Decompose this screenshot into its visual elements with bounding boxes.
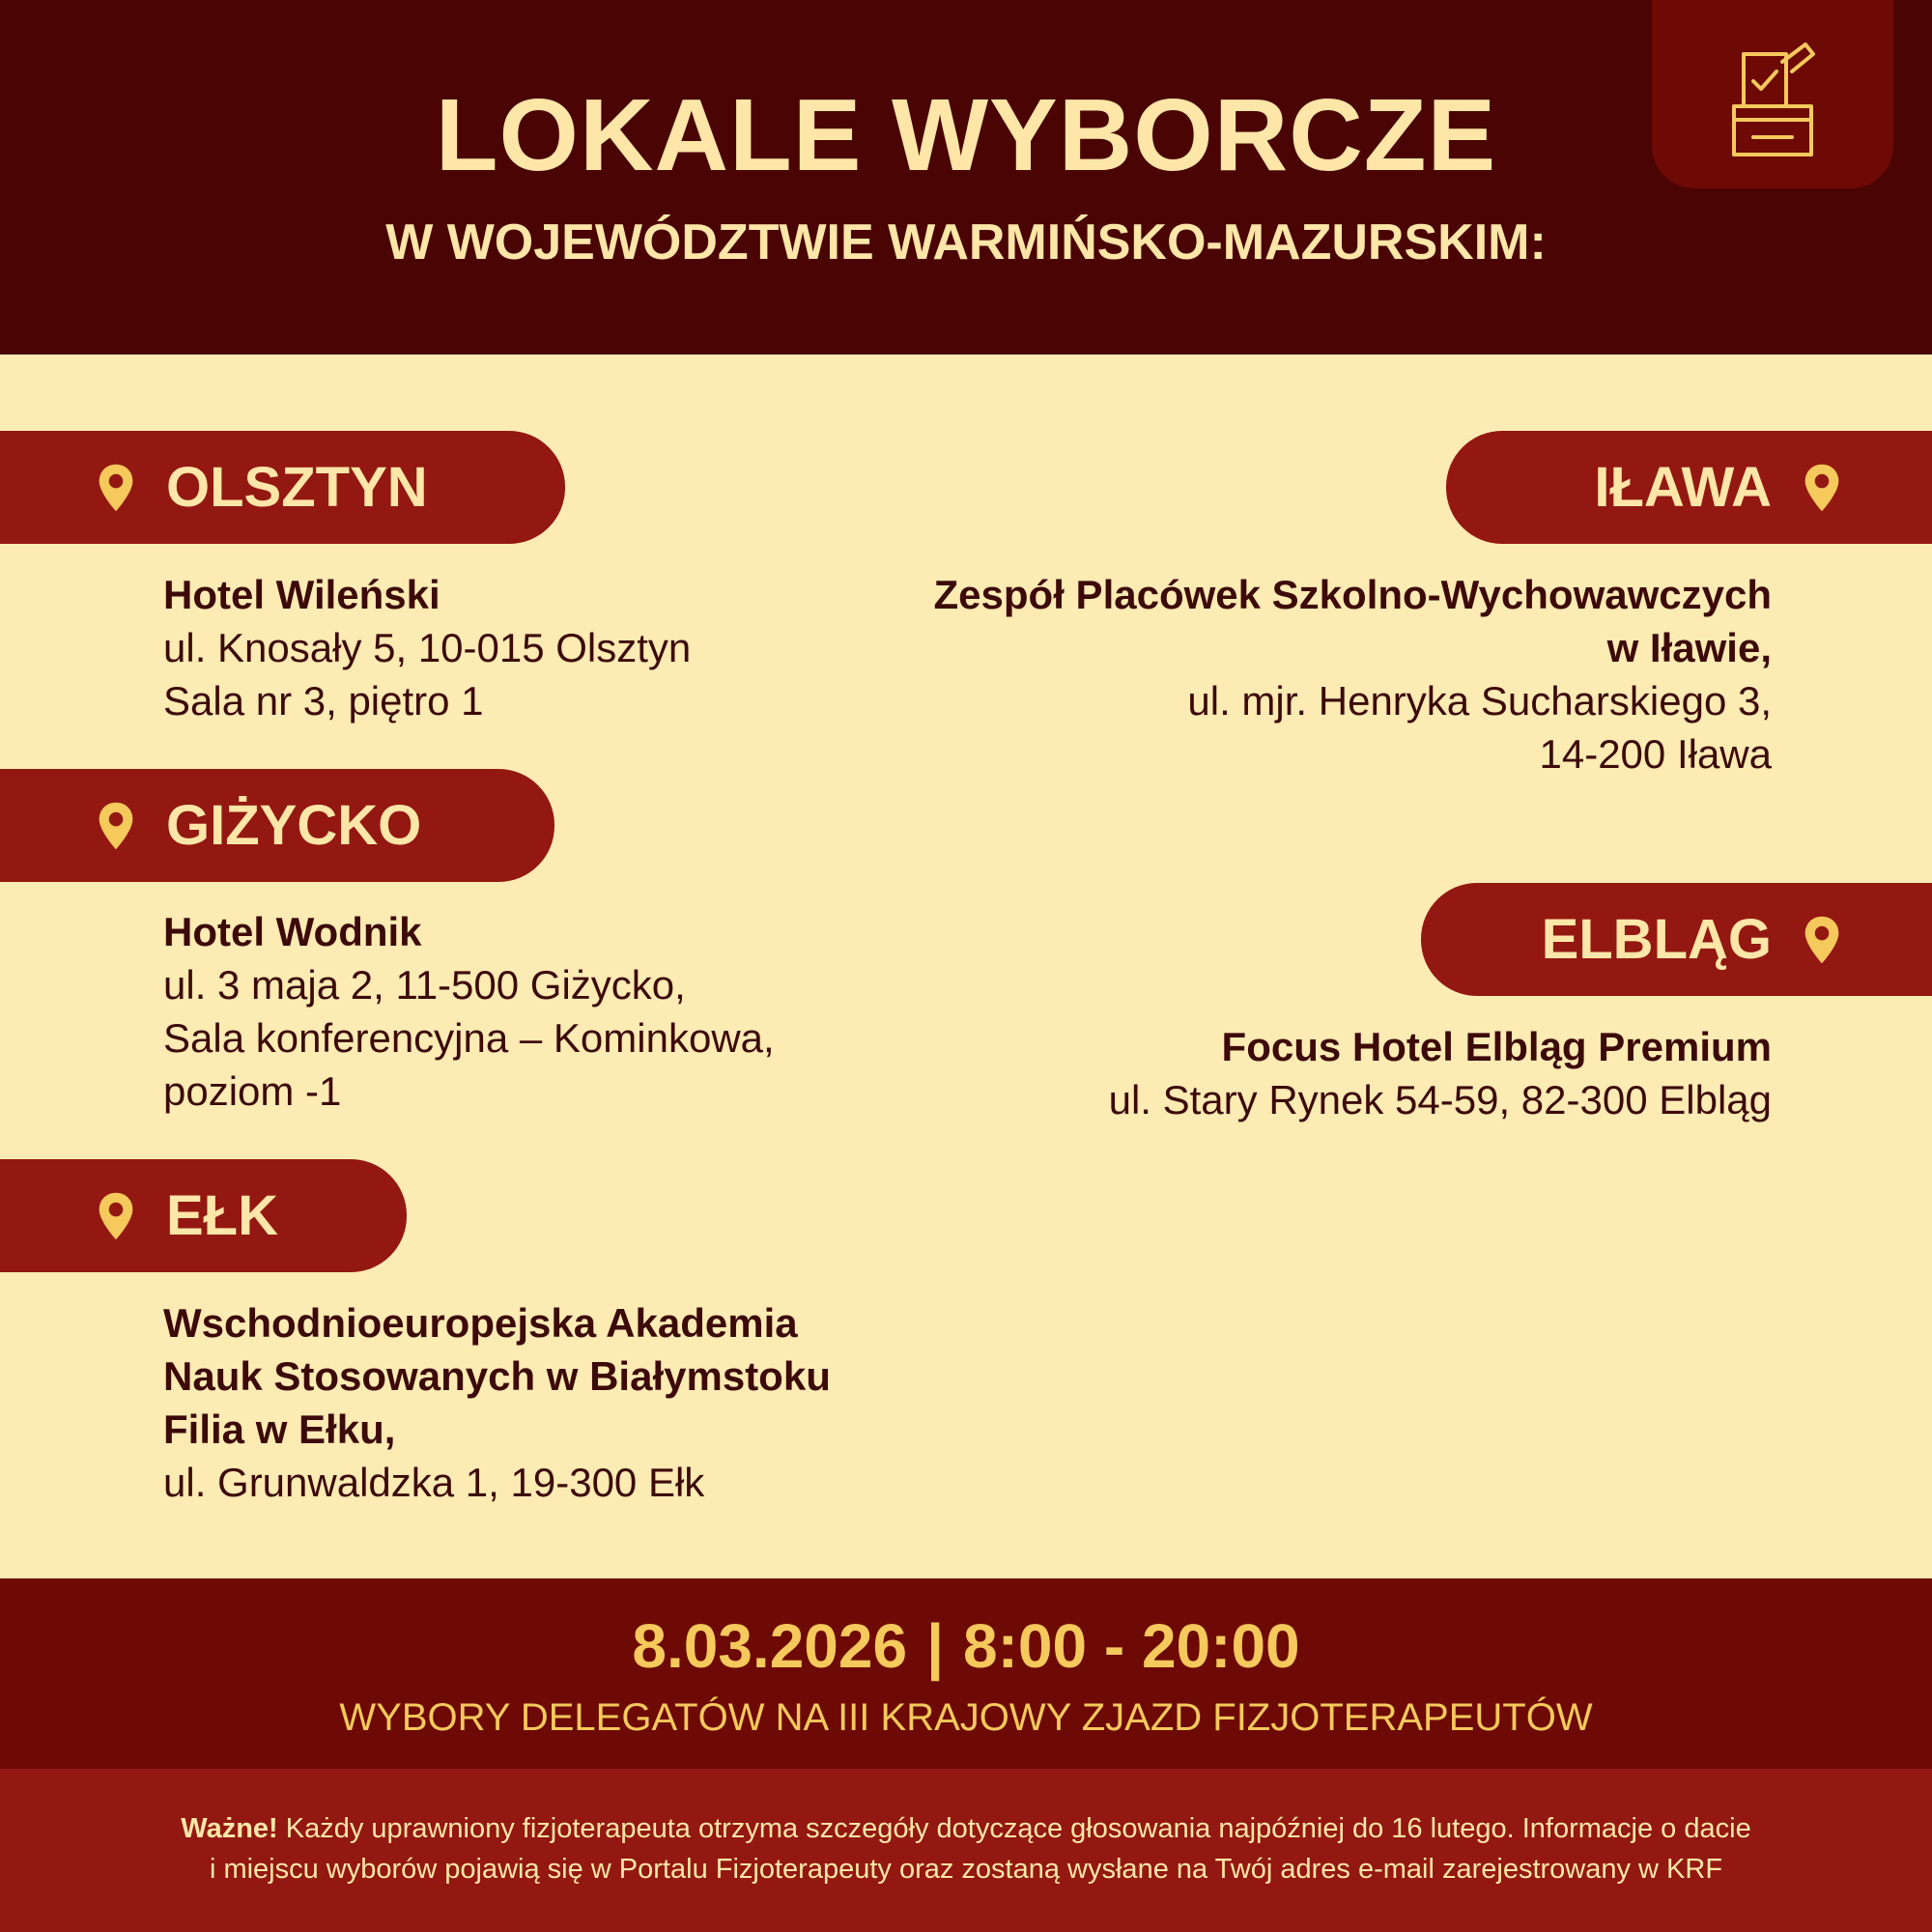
date-separator: |: [926, 1611, 944, 1681]
venue-name: Focus Hotel Elbląg Premium: [1221, 1024, 1772, 1069]
notice-text: [39, 1808, 1893, 1889]
venue-postcode: 14-200 Iława: [1539, 731, 1772, 777]
city-name: IŁAWA: [1594, 456, 1772, 519]
location-pin-icon: [95, 463, 137, 513]
city-tag-elblag: [1421, 883, 1932, 996]
city-name: GIŻYCKO: [166, 794, 422, 857]
venue-address: ul. 3 maja 2, 11-500 Giżycko,: [163, 962, 686, 1008]
location-pin-icon: [1801, 463, 1843, 513]
election-date-time: [0, 1607, 1932, 1685]
page-subtitle: W WOJEWÓDZTWIE WARMIŃSKO-MAZURSKIM:: [385, 214, 1547, 270]
venue-olsztyn: [163, 568, 691, 727]
city-name: OLSZTYN: [166, 456, 428, 519]
venue-name-line: Nauk Stosowanych w Białymstoku: [163, 1353, 831, 1399]
city-tag-olsztyn: [0, 431, 565, 544]
venue-address: ul. mjr. Henryka Sucharskiego 3,: [1187, 678, 1772, 724]
notice-lead: Ważne!: [181, 1813, 278, 1844]
event-description: WYBORY DELEGATÓW NA III KRAJOWY ZJAZD FIZJOTERAPEUTÓW: [339, 1696, 1593, 1739]
ballot-box-icon: [1724, 37, 1821, 162]
location-pin-icon: [95, 801, 137, 851]
notice-line-2: i miejscu wyborów pojawią się w Portalu Fizjoterapeuty oraz zostaną wysłane na Twój adres e-mail zarejestrowany w KRF: [209, 1854, 1723, 1885]
city-name: EŁK: [166, 1184, 278, 1247]
venue-gizycko: [163, 905, 775, 1118]
election-date: 8.03.2026: [632, 1611, 908, 1681]
notice-line-1: Każdy uprawniony fizjoterapeuta otrzyma szczegóły dotyczące głosowania najpóźniej do 16 lutego. Informacje o dacie: [277, 1813, 1751, 1844]
venue-room: Sala konferencyjna – Kominkowa,: [163, 1015, 775, 1061]
venue-level: poziom -1: [163, 1068, 342, 1114]
location-pin-icon: [1801, 915, 1843, 965]
location-pin-icon: [95, 1191, 137, 1241]
page-title: LOKALE WYBORCZE: [435, 78, 1497, 192]
election-time: 8:00 - 20:00: [962, 1611, 1300, 1681]
venue-elblag: [1109, 1020, 1772, 1126]
ballot-box-badge: [1652, 0, 1893, 188]
venue-name-line: Wschodnioeuropejska Akademia: [163, 1300, 798, 1346]
venue-name-line: Filia w Ełku,: [163, 1406, 396, 1452]
venue-name: Hotel Wodnik: [163, 909, 422, 954]
venue-address: ul. Grunwaldzka 1, 19-300 Ełk: [163, 1460, 705, 1505]
venue-address: ul. Stary Rynek 54-59, 82-300 Elbląg: [1108, 1077, 1772, 1122]
venue-address: ul. Knosały 5, 10-015 Olsztyn: [163, 625, 692, 670]
venue-name: Hotel Wileński: [163, 572, 440, 617]
city-name: ELBLĄG: [1541, 908, 1772, 971]
venue-name-line: w Iławie,: [1606, 625, 1772, 670]
venue-ilawa: [934, 568, 1772, 781]
venue-room: Sala nr 3, piętro 1: [163, 678, 484, 724]
venue-name-line: Zespół Placówek Szkolno-Wychowawczych: [933, 572, 1772, 617]
venue-elk: [163, 1296, 831, 1509]
city-tag-gizycko: [0, 769, 554, 882]
city-tag-ilawa: [1446, 431, 1932, 544]
city-tag-elk: [0, 1159, 407, 1272]
